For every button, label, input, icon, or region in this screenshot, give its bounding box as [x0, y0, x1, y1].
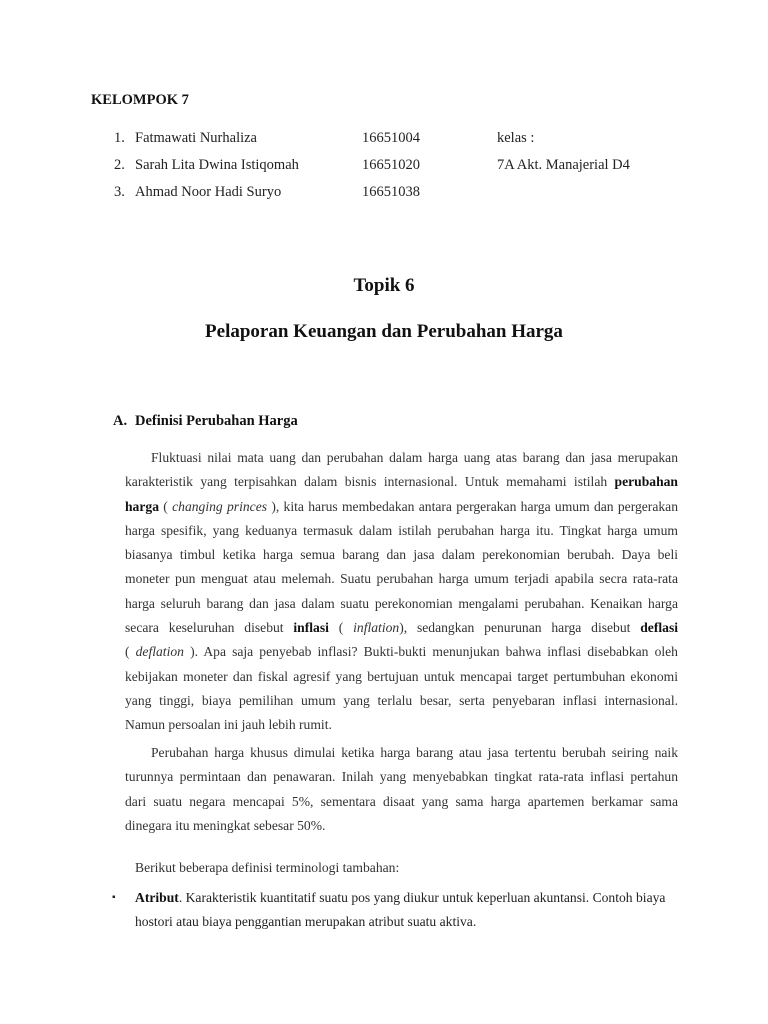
- member-number: 2.: [114, 157, 125, 173]
- paragraph-1: [125, 446, 678, 738]
- list-item-body: [135, 886, 680, 935]
- member-row: [114, 184, 674, 211]
- member-number: 3.: [114, 184, 125, 200]
- text-line: moneter pun menguat atau melemah. Suatu perubahan harga umum terjadi apabila secra rata-rata: [125, 571, 678, 587]
- text-line: turunnya permintaan dan penawaran. Inilah yang menyebabkan tingkat rata-rata inflasi pertahun: [125, 769, 678, 785]
- member-row: [114, 157, 674, 184]
- member-id: 16651004: [362, 130, 420, 146]
- paragraph-2: [125, 741, 678, 838]
- text-line: ( deflation ). Apa saja penyebab inflasi? Bukti-bukti menunjukan bahwa inflasi disebabkan oleh: [125, 644, 678, 660]
- text-line: hostori atau biaya penggantian merupakan atribut suatu aktiva.: [135, 914, 477, 930]
- topic-title: Pelaporan Keuangan dan Perubahan Harga: [205, 321, 563, 342]
- term-harga: harga: [125, 498, 159, 514]
- section-letter: A.: [113, 413, 128, 429]
- term-inflation: inflation: [353, 620, 400, 636]
- text-line: kebijakan moneter dan fiskal agresif yang bertujuan untuk mencapai target pertumbuhan ekonomi: [125, 668, 678, 684]
- term-deflasi: deflasi: [640, 620, 679, 636]
- text-line: secara keseluruhan disebut inflasi ( inflation), sedangkan penurunan harga disebut deflasi: [125, 620, 679, 636]
- member-list: [114, 130, 674, 211]
- text-line: harga ( changing princes ), kita harus membedakan antara pergerakan harga umum dan pergerakan: [125, 498, 678, 514]
- square-bullet-icon: ▪: [112, 892, 116, 903]
- definitions-intro: Berikut beberapa definisi terminologi tambahan:: [135, 860, 400, 875]
- term-perubahan: perubahan: [614, 474, 678, 490]
- member-id: 16651020: [362, 157, 420, 173]
- term-changing-princes: changing princes: [172, 498, 268, 514]
- term-atribut: Atribut: [135, 890, 179, 905]
- topic-number: Topik 6: [353, 275, 415, 296]
- section-title: Definisi Perubahan Harga: [135, 413, 298, 429]
- section-heading: [113, 413, 298, 430]
- text-line: Perubahan harga khusus dimulai ketika harga barang atau jasa tertentu berubah seiring naik: [151, 745, 678, 760]
- text-line: Atribut. Karakteristik kuantitatif suatu pos yang diukur untuk keperluan akuntansi. Contoh biaya: [135, 890, 666, 905]
- text-line: dari suatu negara mencapai 5%, sementara disaat yang sama harga apartemen berkamar sama: [125, 793, 678, 809]
- text-line: karakteristik yang terpisahkan dalam bisnis internasional. Untuk memahami istilah perubahan: [125, 474, 678, 490]
- text-line: dinegara itu meningkat sebesar 50%.: [125, 817, 326, 833]
- text-line: yang tinggi, biaya pemilihan umum yang terlalu besar, serta penyebaran inflasi internasional.: [125, 692, 678, 708]
- member-row: [114, 130, 674, 157]
- term-inflasi: inflasi: [293, 620, 329, 636]
- text-line: biasanya timbul ketika harga semua barang dan jasa dalam perekonomian berubah. Daya beli: [125, 547, 678, 563]
- term-deflation: deflation: [135, 644, 184, 660]
- member-id: 16651038: [362, 184, 420, 200]
- text-line: harga spesifik, yang keduanya termasuk dalam istilah perubahan harga itu. Tingkat harga umum: [125, 522, 678, 538]
- group-title: KELOMPOK 7: [91, 92, 189, 108]
- text-line: Namun persoalan ini jauh lebih rumit.: [125, 717, 332, 733]
- member-name: Sarah Lita Dwina Istiqomah: [135, 157, 299, 173]
- text-line: harga seluruh barang dan jasa dalam suatu perekonomian mengalami perubahan. Kenaikan harga: [125, 595, 678, 611]
- member-number: 1.: [114, 130, 125, 146]
- class-label: kelas :: [497, 130, 535, 146]
- member-name: Fatmawati Nurhaliza: [135, 130, 257, 146]
- text-line: Fluktuasi nilai mata uang dan perubahan dalam harga uang atas barang dan jasa merupakan: [151, 450, 678, 465]
- member-name: Ahmad Noor Hadi Suryo: [135, 184, 282, 200]
- class-value: 7A Akt. Manajerial D4: [497, 157, 630, 173]
